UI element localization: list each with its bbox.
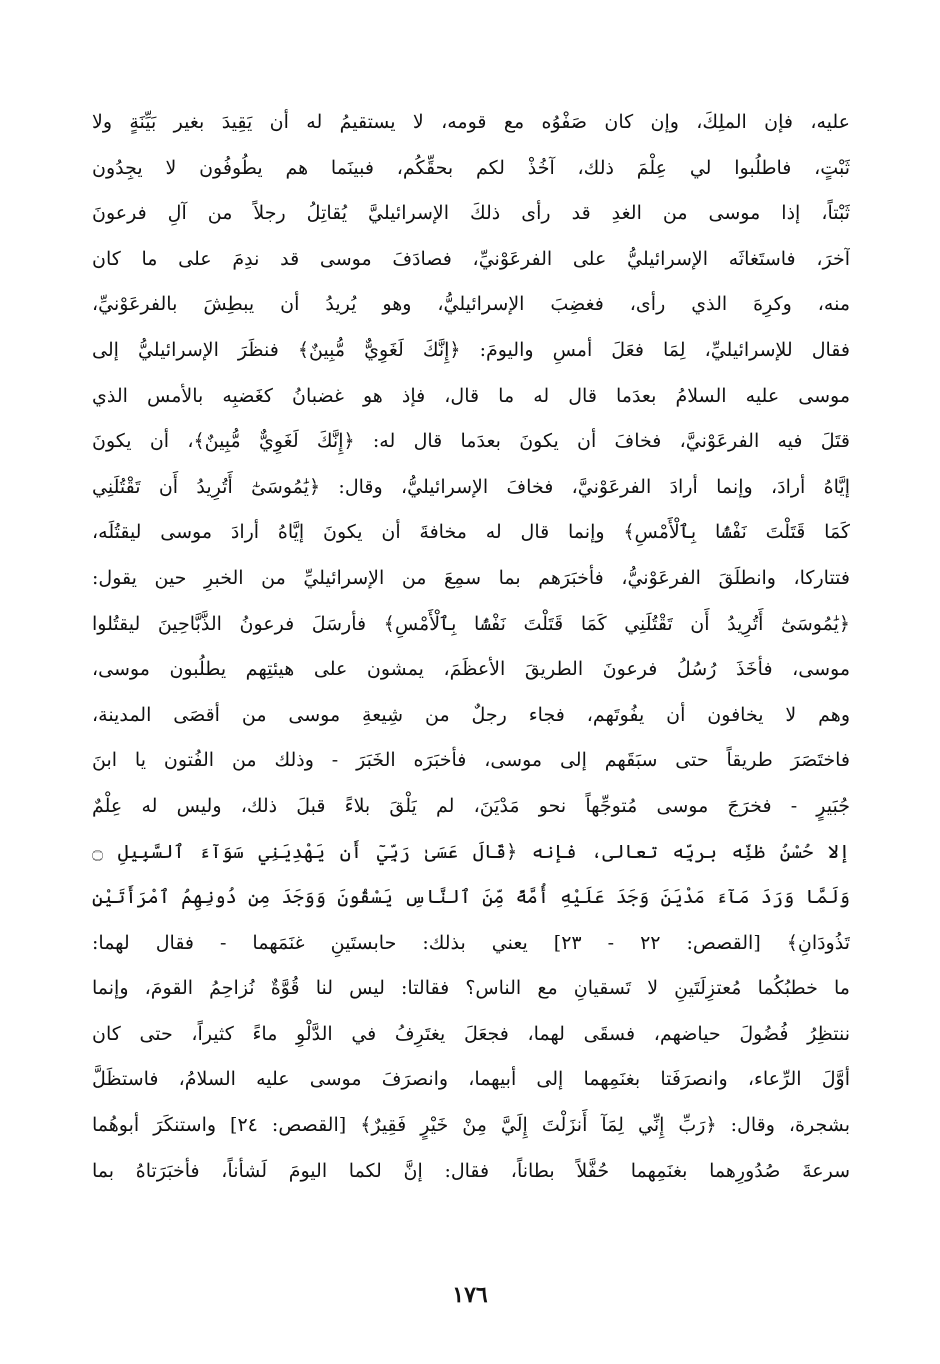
- text-line: بشجرة، وقال: ﴿رَبِّ إِنِّي لِمَآ أَنزَلْتَ إِلَيَّ مِنْ خَيْرٍ فَقِيرٌ﴾ [القصص: ٢٤] واستنكَرَ أبوهُما: [92, 1114, 850, 1137]
- text-line: إيَّاهُ أرادَ، وإنما أرادَ الفرعَوْنيَّ، فخافَ الإسرائيليُّ، وقال: ﴿يَٰمُوسَىٰٓ أَتُرِيدُ أَن تَقْتُلَنِي: [92, 475, 850, 498]
- text-line: تَذُودَانِ﴾ [القصص: ٢٢ - ٢٣] يعني بذلك: حابستَينِ غنَمَهما - فقال لهما:: [92, 931, 850, 954]
- text-line: منه، وكرِهَ الذي رأى، فغضِبَ الإسرائيليُّ، وهو يُريدُ أن يبطِشَ بالفرعَوْنيِّ،: [92, 293, 850, 316]
- text-line: ما خطبُكُما مُعتزِلَتَينِ لا تَسقيانِ مع الناس؟ فقالتا: ليس لنا قُوَّةٌ نُزاحِمُ القومَ، وإنما: [92, 977, 850, 1000]
- text-line: جُبَيرٍ - فخرَجَ موسى مُتوجِّهاً نحو مَدْيَنَ، لم يَلْقَ بلاءً قبلَ ذلك، وليس له عِلْمٌ: [92, 794, 850, 817]
- text-line: ثَبْتاً، إذا موسى من الغدِ قد رأى ذلكَ الإسرائيليَّ يُقاتِلُ رجلاً من آلِ فرعونَ: [92, 202, 850, 225]
- text-line: سرعةَ صُدُورِهما بغنَمِهما حُفَّلاً بطاناً، فقال: إنَّ لكما اليومَ لَشأناً، فأخبَرَتاهُ بما: [92, 1159, 850, 1182]
- text-line: آخرَ، فاستَغاثَه الإسرائيليُّ على الفرعَوْنيِّ، فصادَفَ موسى قد ندِمَ على ما كان: [92, 247, 850, 270]
- page-number: ١٧٦: [452, 1282, 488, 1308]
- text-line: ثَبْتٍ، فاطلُبوا لي عِلْمَ ذلك، آخُذْ لكم بحقِّكُم، فبينَما هم يطُوفُون لا يجِدُون: [92, 156, 850, 179]
- text-line: وَلَمَّا وَرَدَ مَآءَ مَدْيَنَ وَجَدَ عَلَيْهِ أُمَّةً مِّنَ ٱلنَّاسِ يَسْقُونَ وَوَجَدَ مِن دُونِهِمُ ٱمْرَأَتَيْنِ: [92, 886, 850, 909]
- text-line: موسى، فأخَذَ رُسُلُ فرعونَ الطريقَ الأعظَمَ، يمشون على هيئتِهم يطلُبون موسى،: [92, 658, 850, 681]
- text-line: موسى عليه السلامُ بعدَما قال له ما قال، فإذ هو غضبانُ كغَضبِه بالأمس الذي: [92, 384, 850, 407]
- text-line: أوَّلَ الرِّعاء، وانصرَفَتا بغنَمِهما إلى أبيهما، وانصرَفَ موسى عليه السلامُ، فاستظَلَّ: [92, 1068, 850, 1091]
- text-line: قتَلَ فيه الفرعَوْنيَّ، فخافَ أن يكونَ بعدَما قال له: ﴿إِنَّكَ لَغَوِيٌّ مُّبِينٌ﴾، أن يكونَ: [92, 430, 850, 453]
- text-line: ﴿يَٰمُوسَىٰٓ أَتُرِيدُ أَن تَقْتُلَنِي كَمَا قَتَلْتَ نَفْسًۢا بِٱلْأَمْسِ﴾ فأرسَلَ فرعونُ الذَّبَّاحِينَ ليقتُلوا: [92, 612, 850, 635]
- text-line: كَمَا قَتَلْتَ نَفْسًۢا بِٱلْأَمْسِ﴾ وإنما قال له مخافةَ أن يكونَ إيَّاهُ أرادَ موسى ليقتُلَه،: [92, 521, 850, 544]
- text-line: فاختَصَرَ طريقاً حتى سبَقَهم إلى موسى، فأخبَرَه الخَبَرَ - وذلك من الفُتون يا ابنَ: [92, 749, 850, 772]
- body-text: [92, 100, 850, 1194]
- text-line: وهم لا يخافون أن يفُوتَهم، فجاء رجلٌ من شِيعةِ موسى من أقصَى المدينة،: [92, 703, 850, 726]
- text-line: عليه، فإن الملِكَ، وإن كان صَفْوُه مع قومه، لا يستقيمُ له أن يَقِيدَ بغير بَيِّنَةٍ ولا: [92, 111, 850, 133]
- text-line: إلا حُسْنُ ظنِّه بربِّه تعالى، فإنه ﴿قَالَ عَسَىٰ رَبِّيٓ أَن يَهْدِيَنِي سَوَآءَ ٱلسَّبِيلِ ۝: [92, 840, 850, 863]
- text-line: ننتظِرُ فُضُولَ حياضهم، فسقَى لهما، فجعَلَ يغتَرِفُ في الدَّلْوِ ماءً كثيراً، حتى كان: [92, 1022, 850, 1045]
- text-line: فقال للإسرائيليِّ، لِمَا فعَلَ أمسِ واليومَ: ﴿إِنَّكَ لَغَوِيٌّ مُّبِينٌ﴾ فنظَرَ الإسرائيليُّ إلى: [92, 338, 850, 361]
- text-line: فتتاركا، وانطلَقَ الفرعَوْنيُّ، فأخبَرَهم بما سمِعَ من الإسرائيليِّ من الخبرِ حين يقول:: [92, 566, 850, 589]
